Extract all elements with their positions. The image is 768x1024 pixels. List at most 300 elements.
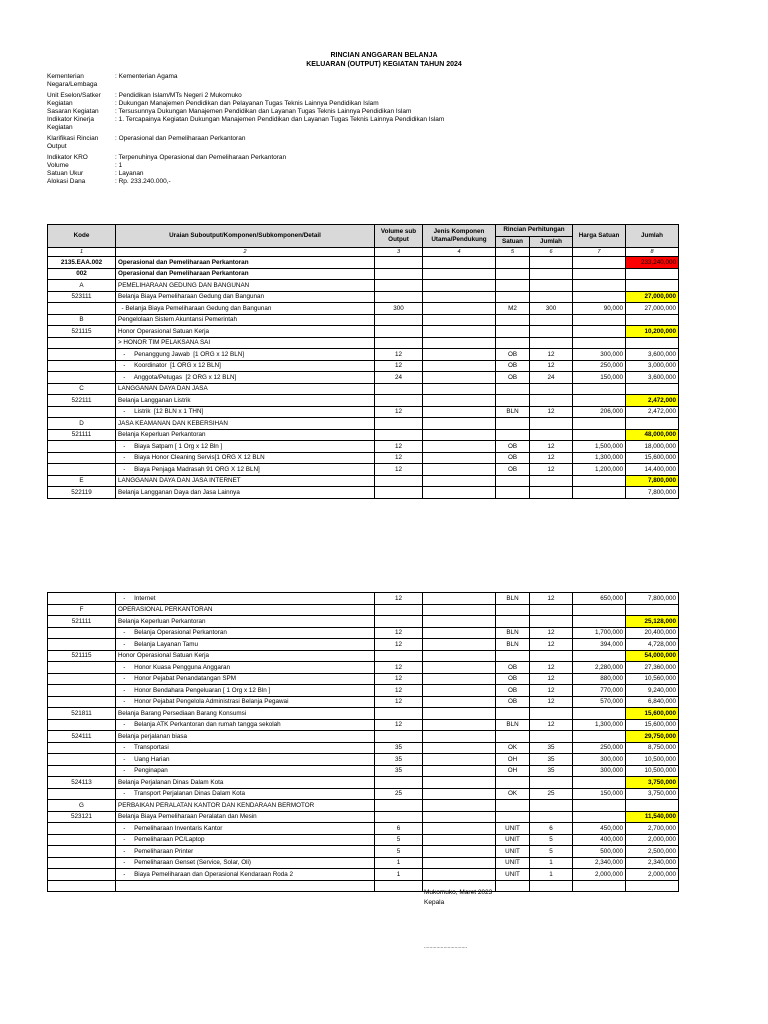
cell-kode: C <box>48 383 116 395</box>
cell-harga: 2,340,000 <box>573 857 626 869</box>
cell-kode: 524113 <box>48 777 116 789</box>
cell-satuan <box>496 777 530 789</box>
cell-satuan <box>496 257 530 269</box>
table-row <box>48 731 679 743</box>
cell-jumlah-rincian: 300 <box>530 303 573 315</box>
cell-harga <box>573 800 626 812</box>
cell-jenis <box>423 452 496 464</box>
cell-jumlah-rincian <box>530 811 573 823</box>
cell-uraian: - Transportasi <box>116 742 375 754</box>
meta-label: Alokasi Dana <box>47 178 86 185</box>
table-row <box>48 719 679 731</box>
cell-harga: 450,000 <box>573 823 626 835</box>
cell-satuan: OB <box>496 349 530 361</box>
cell-total: 20,400,000 <box>626 627 679 639</box>
cell-total: 2,472,000 <box>626 395 679 407</box>
cell-kode: D <box>48 418 116 430</box>
cell-harga: 250,000 <box>573 742 626 754</box>
cell-uraian: - Pemeliharaan PC/Laptop <box>116 834 375 846</box>
cell-kode <box>48 696 116 708</box>
cell-jumlah-rincian: 6 <box>530 823 573 835</box>
cell-satuan: OB <box>496 372 530 384</box>
cell-jenis <box>423 372 496 384</box>
cell-total: 9,240,000 <box>626 685 679 697</box>
cell-uraian: Belanja Biaya Pemeliharaan Peralatan dan Mesin <box>116 811 375 823</box>
cell-jenis <box>423 593 496 605</box>
cell-volume: 1 <box>375 857 423 869</box>
cell-total <box>626 383 679 395</box>
cell-jenis <box>423 846 496 858</box>
cell-harga <box>573 475 626 487</box>
cell-total <box>626 880 679 892</box>
cell-jenis <box>423 765 496 777</box>
cell-satuan <box>496 383 530 395</box>
cell-satuan <box>496 268 530 280</box>
cell-volume: 12 <box>375 464 423 476</box>
header-jumlah-rincian: Jumlah <box>530 236 573 248</box>
cell-kode <box>48 719 116 731</box>
table-row <box>48 650 679 662</box>
table-row <box>48 765 679 777</box>
table-row <box>48 742 679 754</box>
cell-uraian: - Honor Kuasa Pengguna Anggaran <box>116 662 375 674</box>
cell-jumlah-rincian <box>530 383 573 395</box>
cell-uraian <box>116 880 375 892</box>
cell-kode: 523121 <box>48 811 116 823</box>
cell-uraian: OPERASIONAL PERKANTORAN <box>116 604 375 616</box>
meta-row <box>47 116 697 132</box>
meta-value: : Terpenuhinya Operasional dan Pemeliharaan Perkantoran <box>115 154 287 161</box>
cell-satuan: BLN <box>496 406 530 418</box>
cell-volume <box>375 395 423 407</box>
cell-volume <box>375 777 423 789</box>
cell-total: 3,000,000 <box>626 360 679 372</box>
cell-harga <box>573 395 626 407</box>
cell-jumlah-rincian: 12 <box>530 452 573 464</box>
cell-jenis <box>423 708 496 720</box>
table-row <box>48 268 679 280</box>
column-number: 1 <box>48 248 116 257</box>
cell-harga: 1,200,000 <box>573 464 626 476</box>
cell-uraian: - Pemeliharaan Genset (Service, Solar, Oli) <box>116 857 375 869</box>
cell-kode <box>48 349 116 361</box>
cell-uraian: Operasional dan Pemeliharaan Perkantoran <box>116 268 375 280</box>
cell-jumlah-rincian: 1 <box>530 857 573 869</box>
cell-satuan: UNIT <box>496 834 530 846</box>
cell-volume <box>375 280 423 292</box>
cell-satuan <box>496 280 530 292</box>
cell-kode: E <box>48 475 116 487</box>
cell-jenis <box>423 811 496 823</box>
table-row <box>48 441 679 453</box>
cell-jumlah-rincian: 12 <box>530 593 573 605</box>
cell-total: 18,000,000 <box>626 441 679 453</box>
cell-harga: 770,000 <box>573 685 626 697</box>
cell-jenis <box>423 742 496 754</box>
cell-satuan <box>496 475 530 487</box>
meta-label: Klarifikasi Rincian Output <box>47 135 99 150</box>
cell-kode <box>48 846 116 858</box>
cell-total: 3,750,000 <box>626 788 679 800</box>
cell-uraian: Belanja Langganan Listrik <box>116 395 375 407</box>
cell-jumlah-rincian: 35 <box>530 754 573 766</box>
cell-harga <box>573 418 626 430</box>
meta-value: : Rp. 233.240.000,- <box>115 178 171 185</box>
cell-volume: 12 <box>375 696 423 708</box>
cell-harga: 206,000 <box>573 406 626 418</box>
cell-total: 7,800,000 <box>626 475 679 487</box>
table-row <box>48 754 679 766</box>
cell-jumlah-rincian: 12 <box>530 349 573 361</box>
column-number: 6 <box>530 248 573 257</box>
meta-row <box>47 178 697 186</box>
cell-uraian: - Belanja Operasional Perkantoran <box>116 627 375 639</box>
cell-volume: 35 <box>375 754 423 766</box>
cell-jumlah-rincian: 5 <box>530 846 573 858</box>
cell-harga <box>573 326 626 338</box>
table-row <box>48 708 679 720</box>
cell-kode <box>48 823 116 835</box>
cell-jumlah-rincian <box>530 475 573 487</box>
cell-harga <box>573 731 626 743</box>
table-row <box>48 383 679 395</box>
cell-volume <box>375 708 423 720</box>
meta-row <box>47 100 697 108</box>
cell-satuan: BLN <box>496 639 530 651</box>
cell-uraian: LANGGANAN DAYA DAN JASA INTERNET <box>116 475 375 487</box>
cell-harga: 250,000 <box>573 360 626 372</box>
table-row <box>48 280 679 292</box>
cell-volume: 12 <box>375 452 423 464</box>
cell-satuan: UNIT <box>496 846 530 858</box>
cell-kode <box>48 593 116 605</box>
cell-kode: 521115 <box>48 326 116 338</box>
cell-satuan: BLN <box>496 719 530 731</box>
cell-volume: 1 <box>375 869 423 881</box>
cell-satuan <box>496 880 530 892</box>
cell-total: 48,000,000 <box>626 429 679 441</box>
cell-harga <box>573 429 626 441</box>
cell-jumlah-rincian <box>530 777 573 789</box>
cell-kode <box>48 441 116 453</box>
cell-kode <box>48 627 116 639</box>
cell-total <box>626 418 679 430</box>
cell-uraian: - Penanggung Jawab [1 ORG x 12 BLN] <box>116 349 375 361</box>
table-row <box>48 604 679 616</box>
column-number: 3 <box>375 248 423 257</box>
meta-value: : Operasional dan Pemeliharaan Perkantoran <box>115 135 246 142</box>
cell-harga: 1,300,000 <box>573 452 626 464</box>
cell-satuan: OK <box>496 742 530 754</box>
cell-total: 233,240,000 <box>626 257 679 269</box>
cell-kode <box>48 685 116 697</box>
cell-volume <box>375 800 423 812</box>
cell-jenis <box>423 731 496 743</box>
cell-jumlah-rincian <box>530 418 573 430</box>
meta-label: Kementerian Negara/Lembaga <box>47 73 98 88</box>
cell-volume: 6 <box>375 823 423 835</box>
header-satuan: Satuan <box>496 236 530 248</box>
signature-line: ............................... <box>424 944 468 950</box>
cell-kode: F <box>48 604 116 616</box>
cell-jumlah-rincian: 12 <box>530 719 573 731</box>
cell-satuan: UNIT <box>496 823 530 835</box>
cell-jenis <box>423 383 496 395</box>
cell-jenis <box>423 406 496 418</box>
cell-volume: 35 <box>375 765 423 777</box>
cell-total: 2,700,000 <box>626 823 679 835</box>
cell-satuan <box>496 418 530 430</box>
table-row <box>48 303 679 315</box>
cell-jumlah-rincian <box>530 616 573 628</box>
cell-harga <box>573 616 626 628</box>
meta-label: Satuan Ukur <box>47 170 84 177</box>
cell-satuan: OB <box>496 696 530 708</box>
cell-uraian: - Pemeliharaan Printer <box>116 846 375 858</box>
cell-harga: 394,000 <box>573 639 626 651</box>
cell-kode: 523111 <box>48 291 116 303</box>
meta-label: Indikator KRO <box>47 154 88 161</box>
cell-satuan <box>496 337 530 349</box>
cell-total: 11,540,000 <box>626 811 679 823</box>
cell-uraian: - Penginapan <box>116 765 375 777</box>
cell-total: 15,600,000 <box>626 708 679 720</box>
cell-satuan <box>496 616 530 628</box>
cell-jenis <box>423 685 496 697</box>
table-row <box>48 360 679 372</box>
cell-volume: 5 <box>375 834 423 846</box>
table-row <box>48 406 679 418</box>
cell-kode: A <box>48 280 116 292</box>
cell-total <box>626 268 679 280</box>
cell-kode: 521115 <box>48 650 116 662</box>
meta-value: : Kementerian Agama <box>115 73 178 80</box>
header-volume: Volume sub Output <box>375 225 423 248</box>
cell-jenis <box>423 869 496 881</box>
table-row <box>48 800 679 812</box>
cell-uraian: Belanja Keperluan Perkantoran <box>116 429 375 441</box>
cell-volume: 5 <box>375 846 423 858</box>
cell-satuan <box>496 800 530 812</box>
cell-jumlah-rincian <box>530 487 573 499</box>
cell-harga: 1,700,000 <box>573 627 626 639</box>
cell-total <box>626 800 679 812</box>
cell-jenis <box>423 639 496 651</box>
cell-total: 8,750,000 <box>626 742 679 754</box>
cell-total <box>626 604 679 616</box>
cell-jenis <box>423 464 496 476</box>
cell-jumlah-rincian: 1 <box>530 869 573 881</box>
table-row <box>48 418 679 430</box>
cell-harga <box>573 291 626 303</box>
table-row <box>48 616 679 628</box>
cell-volume: 35 <box>375 742 423 754</box>
table-row <box>48 627 679 639</box>
cell-harga: 150,000 <box>573 788 626 800</box>
cell-jenis <box>423 627 496 639</box>
cell-uraian: - Belanja Biaya Pemeliharaan Gedung dan Bangunan <box>116 303 375 315</box>
cell-jumlah-rincian: 12 <box>530 360 573 372</box>
cell-harga: 300,000 <box>573 349 626 361</box>
header-kode: Kode <box>48 225 116 248</box>
cell-uraian: LANGGANAN DAYA DAN JASA <box>116 383 375 395</box>
cell-volume: 12 <box>375 360 423 372</box>
cell-harga <box>573 314 626 326</box>
cell-harga: 880,000 <box>573 673 626 685</box>
table-row <box>48 487 679 499</box>
table-row <box>48 823 679 835</box>
table-row <box>48 452 679 464</box>
cell-jenis <box>423 326 496 338</box>
cell-total: 10,200,000 <box>626 326 679 338</box>
cell-harga <box>573 604 626 616</box>
cell-volume: 12 <box>375 441 423 453</box>
cell-harga: 2,000,000 <box>573 869 626 881</box>
cell-total: 54,000,000 <box>626 650 679 662</box>
meta-row <box>47 135 697 151</box>
cell-total: 2,500,000 <box>626 846 679 858</box>
cell-harga <box>573 257 626 269</box>
cell-harga: 500,000 <box>573 846 626 858</box>
cell-kode <box>48 662 116 674</box>
cell-jenis <box>423 662 496 674</box>
cell-jenis <box>423 280 496 292</box>
cell-uraian: - Biaya Pemeliharaan dan Operasional Kendaraan Roda 2 <box>116 869 375 881</box>
cell-satuan: OB <box>496 464 530 476</box>
meta-value: : Layanan <box>115 170 144 177</box>
cell-jenis <box>423 604 496 616</box>
cell-jumlah-rincian: 5 <box>530 834 573 846</box>
table-row <box>48 673 679 685</box>
cell-harga <box>573 280 626 292</box>
cell-satuan <box>496 731 530 743</box>
cell-harga: 90,000 <box>573 303 626 315</box>
cell-jenis <box>423 268 496 280</box>
cell-volume <box>375 880 423 892</box>
cell-jenis <box>423 487 496 499</box>
cell-jenis <box>423 429 496 441</box>
cell-kode: 002 <box>48 268 116 280</box>
cell-jumlah-rincian <box>530 257 573 269</box>
cell-uraian: - Listrik [12 BLN x 1 THN] <box>116 406 375 418</box>
cell-total <box>626 314 679 326</box>
cell-satuan: UNIT <box>496 869 530 881</box>
cell-kode: 2135.EAA.002 <box>48 257 116 269</box>
cell-jumlah-rincian <box>530 337 573 349</box>
cell-jumlah-rincian: 12 <box>530 464 573 476</box>
cell-volume <box>375 383 423 395</box>
cell-satuan: M2 <box>496 303 530 315</box>
cell-jenis <box>423 257 496 269</box>
cell-kode <box>48 639 116 651</box>
table-row <box>48 429 679 441</box>
cell-kode <box>48 834 116 846</box>
cell-jumlah-rincian: 35 <box>530 742 573 754</box>
table-row <box>48 869 679 881</box>
signature-role: Kepala <box>424 899 445 906</box>
cell-volume: 24 <box>375 372 423 384</box>
cell-kode <box>48 303 116 315</box>
cell-kode: 521811 <box>48 708 116 720</box>
cell-total: 2,340,000 <box>626 857 679 869</box>
cell-kode <box>48 372 116 384</box>
header-jumlah: Jumlah <box>626 225 679 248</box>
cell-harga <box>573 383 626 395</box>
table-row <box>48 662 679 674</box>
meta-label: Kegiatan <box>47 100 73 107</box>
meta-row <box>47 162 697 170</box>
table-row <box>48 291 679 303</box>
cell-total: 7,800,000 <box>626 593 679 605</box>
meta-value: : Dukungan Manajemen Pendidikan dan Pelayanan Tugas Teknis Lainnya Pendidikan Islam <box>115 100 379 107</box>
cell-satuan: UNIT <box>496 857 530 869</box>
cell-jumlah-rincian: 12 <box>530 441 573 453</box>
cell-kode <box>48 360 116 372</box>
cell-total: 15,600,000 <box>626 452 679 464</box>
cell-volume <box>375 337 423 349</box>
cell-volume <box>375 326 423 338</box>
cell-jumlah-rincian <box>530 800 573 812</box>
cell-jumlah-rincian <box>530 395 573 407</box>
cell-volume <box>375 487 423 499</box>
table-row <box>48 696 679 708</box>
cell-satuan <box>496 326 530 338</box>
cell-jenis <box>423 719 496 731</box>
cell-total: 10,500,000 <box>626 765 679 777</box>
cell-kode: B <box>48 314 116 326</box>
cell-uraian: PERBAIKAN PERALATAN KANTOR DAN KENDARAAN BERMOTOR <box>116 800 375 812</box>
cell-jumlah-rincian: 24 <box>530 372 573 384</box>
cell-uraian: - Pemeliharaan Inventaris Kantor <box>116 823 375 835</box>
cell-jumlah-rincian: 12 <box>530 639 573 651</box>
cell-uraian: PEMELIHARAAN GEDUNG DAN BANGUNAN <box>116 280 375 292</box>
cell-jenis <box>423 303 496 315</box>
cell-volume <box>375 418 423 430</box>
budget-table-2 <box>47 592 679 892</box>
cell-kode: 522119 <box>48 487 116 499</box>
cell-jumlah-rincian <box>530 314 573 326</box>
cell-harga <box>573 650 626 662</box>
cell-satuan: OB <box>496 662 530 674</box>
cell-volume: 25 <box>375 788 423 800</box>
table-row <box>48 880 679 892</box>
cell-jumlah-rincian <box>530 731 573 743</box>
header-harga: Harga Satuan <box>573 225 626 248</box>
cell-kode <box>48 788 116 800</box>
table-row <box>48 349 679 361</box>
cell-kode <box>48 406 116 418</box>
cell-satuan <box>496 708 530 720</box>
cell-total: 29,750,000 <box>626 731 679 743</box>
cell-volume: 12 <box>375 406 423 418</box>
meta-value: : 1. Tercapainya Kegiatan Dukungan Manajemen Pendidikan dan Layanan Tugas Teknis Lainnya Pendidikan Islam <box>115 116 445 123</box>
cell-kode <box>48 464 116 476</box>
cell-volume: 300 <box>375 303 423 315</box>
cell-jumlah-rincian: 12 <box>530 685 573 697</box>
cell-total: 27,000,000 <box>626 303 679 315</box>
cell-jenis <box>423 441 496 453</box>
cell-harga: 300,000 <box>573 754 626 766</box>
cell-uraian: - Honor Pejabat Penandatangan SPM <box>116 673 375 685</box>
cell-jenis <box>423 754 496 766</box>
cell-harga <box>573 487 626 499</box>
table-row <box>48 372 679 384</box>
column-number: 2 <box>116 248 375 257</box>
cell-satuan: OH <box>496 754 530 766</box>
cell-harga <box>573 777 626 789</box>
meta-label: Unit Eselon/Satker <box>47 92 101 99</box>
cell-jenis <box>423 788 496 800</box>
